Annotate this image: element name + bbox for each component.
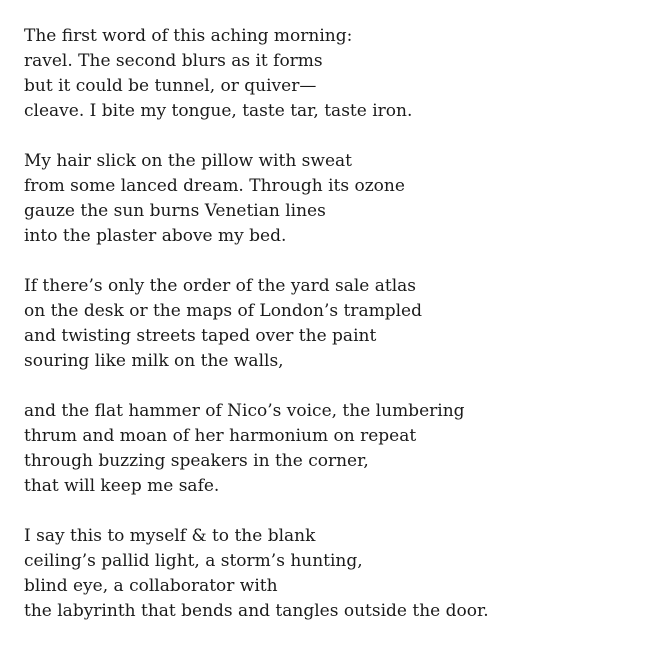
poem-line: If there’s only the order of the yard sale atlas: [24, 276, 417, 296]
poem-line: through buzzing speakers in the corner,: [24, 451, 369, 471]
stanza-5: [24, 524, 634, 624]
poem-line: ceiling’s pallid light, a storm’s hunting,: [24, 551, 363, 571]
poem-line: the labyrinth that bends and tangles outside the door.: [24, 601, 489, 621]
poem-line: into the plaster above my bed.: [24, 226, 287, 246]
poem-line: cleave. I bite my tongue, taste tar, taste iron.: [24, 101, 413, 121]
poem-line: The first word of this aching morning:: [24, 26, 353, 46]
poem-line: blind eye, a collaborator with: [24, 576, 278, 596]
stanza-2: [24, 149, 634, 249]
poem-line: and the flat hammer of Nico’s voice, the lumbering: [24, 401, 465, 421]
poem-line: that will keep me safe.: [24, 476, 220, 496]
poem-line: I say this to myself & to the blank: [24, 526, 316, 546]
poem-line: ravel. The second blurs as it forms: [24, 51, 323, 71]
poem-line: but it could be tunnel, or quiver—: [24, 76, 317, 96]
stanza-1: [24, 24, 634, 124]
poem-line: gauze the sun burns Venetian lines: [24, 201, 326, 221]
poem-line: on the desk or the maps of London’s trampled: [24, 301, 422, 321]
poem-line: thrum and moan of her harmonium on repeat: [24, 426, 417, 446]
stanza-3: [24, 274, 634, 374]
stanza-4: [24, 399, 634, 499]
poem-line: souring like milk on the walls,: [24, 351, 284, 371]
poem-line: My hair slick on the pillow with sweat: [24, 151, 352, 171]
poem-line: and twisting streets taped over the paint: [24, 326, 377, 346]
poem-body: [24, 24, 634, 649]
poem-line: from some lanced dream. Through its ozone: [24, 176, 405, 196]
